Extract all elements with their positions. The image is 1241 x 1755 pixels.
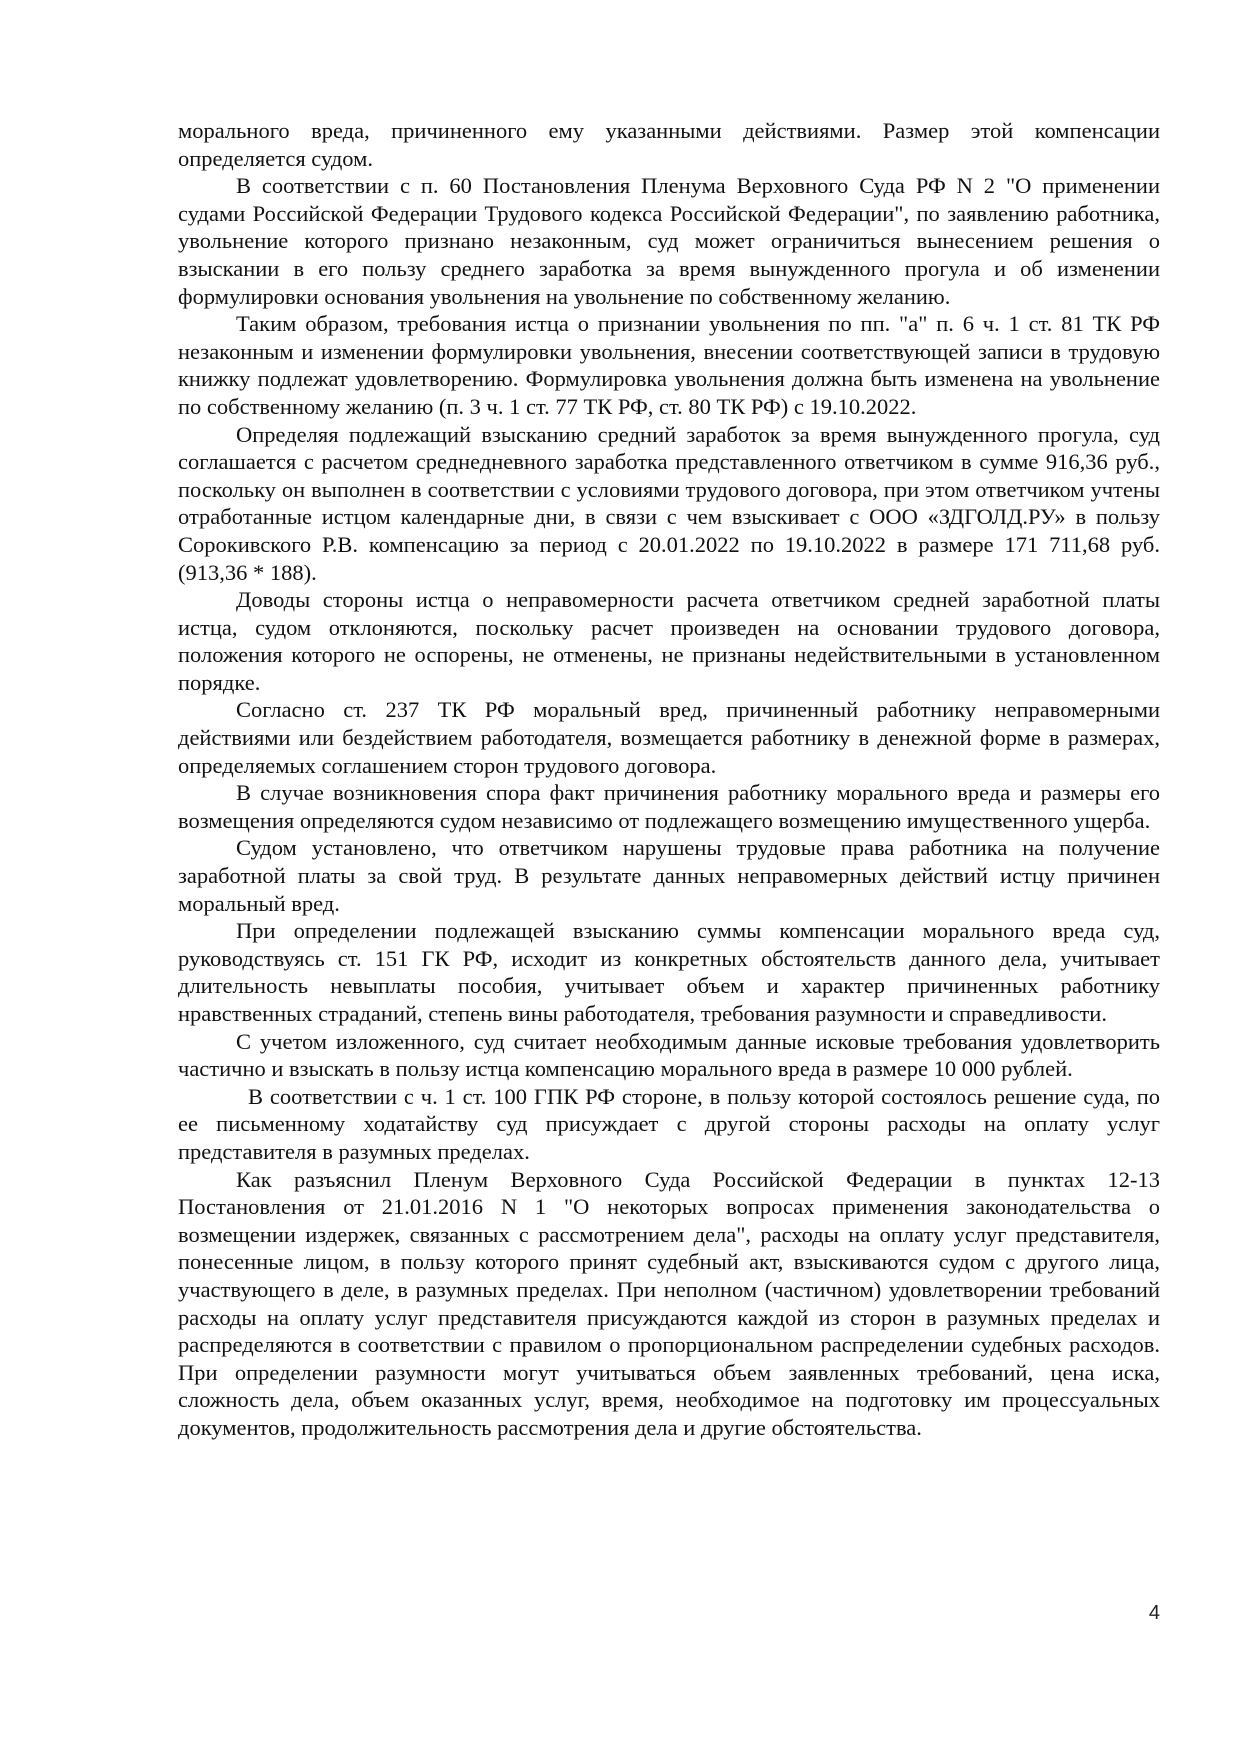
paragraph-3: Таким образом, требования истца о признании увольнения по пп. "а" п. 6 ч. 1 ст. 81 ТК РФ незаконным и изменении формулировки увольнения, внесении соответствующей записи в трудовую книжку подлежат удовлетворению. Формулировка увольнения должна быть изменена на увольнение по собственному желанию (п. 3 ч. 1 ст. 77 ТК РФ, ст. 80 ТК РФ) с 19.10.2022. — [178, 311, 1160, 419]
paragraph-9: При определении подлежащей взысканию суммы компенсации морального вреда суд, руководствуясь ст. 151 ГК РФ, исходит из конкретных обстоятельств данного дела, учитывает длительность невыплаты пособия, учитывает объем и характер причиненных работнику нравственных страданий, степень вины работодателя, требования разумности и справедливости. — [178, 918, 1160, 1026]
paragraph-8: Судом установлено, что ответчиком нарушены трудовые права работника на получение заработной платы за свой труд. В результате данных неправомерных действий истцу причинен моральный вред. — [178, 835, 1160, 916]
document-body — [178, 117, 1160, 1442]
paragraph-11: В соответствии с ч. 1 ст. 100 ГПК РФ стороне, в пользу которой состоялось решение суда, по ее письменному ходатайству суд присуждает с другой стороны расходы на оплату услуг представителя в разумных пределах. — [178, 1083, 1160, 1164]
paragraph-5: Доводы стороны истца о неправомерности расчета ответчиком средней заработной платы истца, судом отклоняются, поскольку расчет произведен на основании трудового договора, положения которого не оспорены, не отменены, не признаны недействительными в установленном порядке. — [178, 587, 1160, 695]
paragraph-4: Определяя подлежащий взысканию средний заработок за время вынужденного прогула, суд соглашается с расчетом среднедневного заработка представленного ответчиком в сумме 916,36 руб., поскольку он выполнен в соответствии с условиями трудового договора, при этом ответчиком учтены отработанные истцом календарные дни, в связи с чем взыскивает с ООО «ЗДГОЛД.РУ» в пользу Сорокивского Р.В. компенсацию за период с 20.01.2022 по 19.10.2022 в размере 171 711,68 руб. (913,36 * 188). — [178, 421, 1160, 585]
paragraph-7: В случае возникновения спора факт причинения работнику морального вреда и размеры его возмещения определяются судом независимо от подлежащего возмещению имущественного ущерба. — [178, 780, 1160, 833]
paragraph-1: морального вреда, причиненного ему указанными действиями. Размер этой компенсации определяется судом. — [178, 118, 1160, 171]
paragraph-10: С учетом изложенного, суд считает необходимым данные исковые требования удовлетворить частично и взыскать в пользу истца компенсацию морального вреда в размере 10 000 рублей. — [178, 1028, 1160, 1082]
paragraph-6: Согласно ст. 237 ТК РФ моральный вред, причиненный работнику неправомерными действиями или бездействием работодателя, возмещается работнику в денежной форме в размерах, определяемых соглашением сторон трудового договора. — [178, 697, 1160, 778]
page-number: 4 — [1148, 1602, 1160, 1624]
paragraph-12: Как разъяснил Пленум Верховного Суда Российской Федерации в пунктах 12-13 Постановления от 21.01.2016 N 1 "О некоторых вопросах применения законодательства о возмещении издержек, связанных с рассмотрением дела", расходы на оплату услуг представителя, понесенные лицом, в пользу которого принят судебный акт, взыскиваются судом с другого лица, участвующего в деле, в разумных пределах. При неполном (частичном) удовлетворении требований расходы на оплату услуг представителя присуждаются каждой из сторон в разумных пределах и распределяются в соответствии с правилом о пропорциональном распределении судебных расходов. При определении разумности могут учитываться объем заявленных требований, цена иска, сложность дела, объем оказанных услуг, время, необходимое на подготовку им процессуальных документов, продолжительность рассмотрения дела и другие обстоятельства. — [178, 1166, 1160, 1440]
paragraph-2: В соответствии с п. 60 Постановления Пленума Верховного Суда РФ N 2 "О применении судами Российской Федерации Трудового кодекса Российской Федерации", по заявлению работника, увольнение которого признано незаконным, суд может ограничиться вынесением решения о взыскании в его пользу среднего заработка за время вынужденного прогула и об изменении формулировки основания увольнения на увольнение по собственному желанию. — [178, 173, 1160, 309]
